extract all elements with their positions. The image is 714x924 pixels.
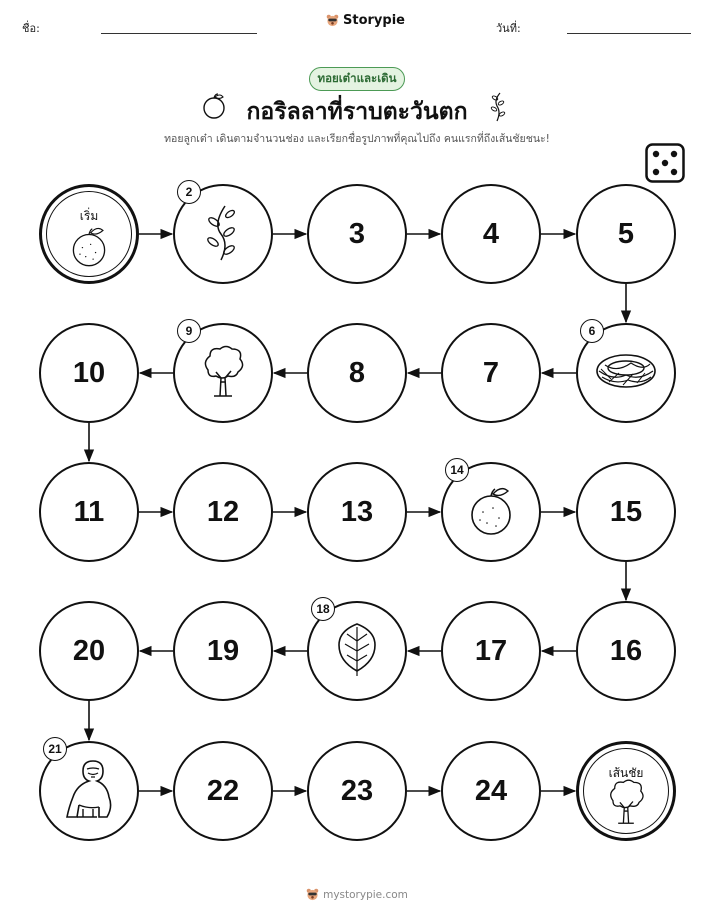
space-number: 22 bbox=[206, 774, 240, 807]
board-space-5 bbox=[576, 184, 676, 284]
vine-icon bbox=[489, 92, 509, 122]
brand-name: Storypie bbox=[343, 13, 405, 28]
space-number-badge: 14 bbox=[445, 458, 469, 482]
finish-label: เส้นชัย bbox=[608, 766, 644, 780]
board-space-4 bbox=[441, 184, 541, 284]
board-space-11 bbox=[39, 462, 139, 562]
start-label: เริ่ม bbox=[79, 209, 99, 223]
tree-icon bbox=[200, 344, 246, 402]
board-space-15 bbox=[576, 462, 676, 562]
vine-icon bbox=[203, 202, 243, 266]
space-number-badge: 21 bbox=[43, 737, 67, 761]
board-space-19 bbox=[173, 601, 273, 701]
space-number: 19 bbox=[206, 634, 240, 667]
space-number-badge: 18 bbox=[311, 597, 335, 621]
date-label: วันที่: bbox=[496, 22, 521, 35]
space-number: 17 bbox=[474, 634, 508, 667]
space-number-badge: 9 bbox=[177, 319, 201, 343]
orange-icon bbox=[66, 223, 112, 273]
space-number: 23 bbox=[340, 774, 374, 807]
board-space-16 bbox=[576, 601, 676, 701]
gorilla-icon bbox=[57, 757, 121, 825]
space-number: 11 bbox=[73, 495, 105, 528]
space-number: 4 bbox=[482, 217, 500, 250]
orange-icon bbox=[463, 482, 519, 542]
activity-pill: ทอยเต๋าและเดิน bbox=[309, 67, 405, 91]
orange-icon bbox=[201, 92, 227, 120]
board-space-23 bbox=[307, 741, 407, 841]
tree-icon bbox=[606, 778, 646, 829]
board-space-10 bbox=[39, 323, 139, 423]
board-space-24 bbox=[441, 741, 541, 841]
space-number: 7 bbox=[482, 356, 500, 389]
board-space-3 bbox=[307, 184, 407, 284]
leaf-icon bbox=[335, 621, 379, 681]
space-number: 16 bbox=[609, 634, 643, 667]
board-space-8 bbox=[307, 323, 407, 423]
space-number-badge: 6 bbox=[580, 319, 604, 343]
space-number: 12 bbox=[206, 495, 240, 528]
footer bbox=[0, 888, 714, 901]
footer-url[interactable]: mystorypie.com bbox=[323, 888, 408, 901]
space-number: 10 bbox=[72, 356, 106, 389]
space-number: 13 bbox=[340, 495, 374, 528]
page-title: กอริลลาที่ราบตะวันตก bbox=[246, 99, 468, 125]
space-number: 3 bbox=[348, 217, 366, 250]
board-space-20 bbox=[39, 601, 139, 701]
space-number: 15 bbox=[609, 495, 643, 528]
board-space-13 bbox=[307, 462, 407, 562]
space-number: 8 bbox=[348, 356, 366, 389]
space-number: 24 bbox=[474, 774, 508, 807]
space-number: 20 bbox=[72, 634, 106, 667]
board-space-7 bbox=[441, 323, 541, 423]
space-number-badge: 2 bbox=[177, 180, 201, 204]
name-label: ชื่อ: bbox=[22, 22, 40, 35]
start-space bbox=[39, 184, 139, 284]
board-space-12 bbox=[173, 462, 273, 562]
space-number: 5 bbox=[617, 217, 635, 250]
bear-icon bbox=[306, 888, 319, 901]
board-space-22 bbox=[173, 741, 273, 841]
nest-icon bbox=[593, 349, 659, 397]
board-space-17 bbox=[441, 601, 541, 701]
finish-space bbox=[576, 741, 676, 841]
instructions: ทอยลูกเต๋า เดินตามจำนวนช่อง และเรียกชื่อรูปภาพที่คุณไปถึง คนแรกที่ถึงเส้นชัยชนะ! bbox=[164, 133, 550, 145]
